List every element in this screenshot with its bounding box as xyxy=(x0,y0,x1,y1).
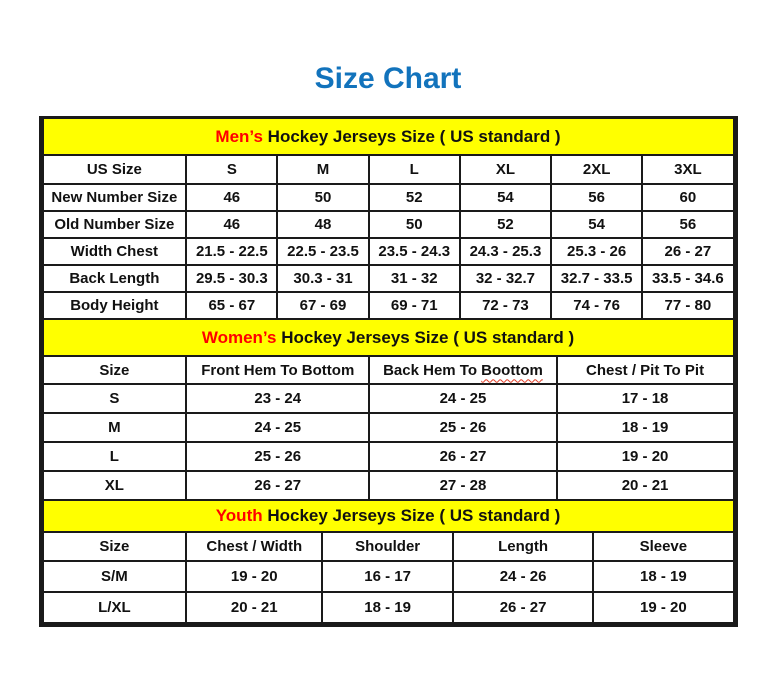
row-label: XL xyxy=(43,471,187,500)
column-header: Sleeve xyxy=(593,532,733,561)
section-title-highlight: Youth xyxy=(215,506,263,525)
size-value-cell: 30.3 - 31 xyxy=(277,265,368,292)
size-value-cell: 32 - 32.7 xyxy=(460,265,551,292)
row-label: New Number Size xyxy=(43,184,187,211)
row-label: L xyxy=(43,442,187,471)
size-value-cell: 50 xyxy=(369,211,460,238)
size-value-cell: 27 - 28 xyxy=(369,471,556,500)
size-value-cell: 16 - 17 xyxy=(322,561,453,592)
size-value-cell: 18 - 19 xyxy=(322,592,453,623)
youth-header-row xyxy=(43,532,734,561)
mens-section-band xyxy=(43,119,734,155)
size-value-cell: 19 - 20 xyxy=(593,592,733,623)
size-value-cell: 18 - 19 xyxy=(557,413,734,442)
size-value-cell: 19 - 20 xyxy=(557,442,734,471)
column-header: Chest / Pit To Pit xyxy=(557,356,734,384)
size-chart-tables xyxy=(39,116,738,627)
section-title-rest: Hockey Jerseys Size ( US standard ) xyxy=(262,506,561,525)
size-value-cell: 25.3 - 26 xyxy=(551,238,642,265)
size-value-cell: 20 - 21 xyxy=(186,592,322,623)
size-value-cell: 65 - 67 xyxy=(186,292,277,319)
column-header: L xyxy=(369,155,460,184)
size-value-cell: 26 - 27 xyxy=(186,471,369,500)
size-value-cell: 23.5 - 24.3 xyxy=(369,238,460,265)
mens-section-title xyxy=(43,119,734,155)
column-header: Front Hem To Bottom xyxy=(186,356,369,384)
table-row xyxy=(43,561,734,592)
column-header: Size xyxy=(43,532,187,561)
size-value-cell: 48 xyxy=(277,211,368,238)
column-header: Back Hem To Boottom xyxy=(369,356,556,384)
size-value-cell: 56 xyxy=(551,184,642,211)
row-label: Back Length xyxy=(43,265,187,292)
row-label: S/M xyxy=(43,561,187,592)
column-header: US Size xyxy=(43,155,187,184)
mens-size-table xyxy=(42,119,735,320)
size-value-cell: 46 xyxy=(186,184,277,211)
row-label: S xyxy=(43,384,187,413)
column-header: M xyxy=(277,155,368,184)
size-value-cell: 21.5 - 22.5 xyxy=(186,238,277,265)
size-value-cell: 19 - 20 xyxy=(186,561,322,592)
womens-section-band xyxy=(43,320,734,356)
table-row xyxy=(43,442,734,471)
womens-section-title xyxy=(43,320,734,356)
table-row xyxy=(43,384,734,413)
table-row xyxy=(43,592,734,623)
size-value-cell: 24 - 25 xyxy=(186,413,369,442)
size-value-cell: 25 - 26 xyxy=(369,413,556,442)
womens-size-table xyxy=(42,320,735,501)
size-value-cell: 52 xyxy=(460,211,551,238)
size-value-cell: 31 - 32 xyxy=(369,265,460,292)
size-value-cell: 17 - 18 xyxy=(557,384,734,413)
size-value-cell: 26 - 27 xyxy=(369,442,556,471)
column-header: S xyxy=(186,155,277,184)
size-value-cell: 26 - 27 xyxy=(642,238,733,265)
size-value-cell: 56 xyxy=(642,211,733,238)
row-label: M xyxy=(43,413,187,442)
size-value-cell: 20 - 21 xyxy=(557,471,734,500)
size-value-cell: 60 xyxy=(642,184,733,211)
table-row xyxy=(43,211,734,238)
size-value-cell: 22.5 - 23.5 xyxy=(277,238,368,265)
row-label: Old Number Size xyxy=(43,211,187,238)
column-header: Length xyxy=(453,532,593,561)
spellcheck-underlined-word: Boottom xyxy=(481,361,543,379)
section-title-rest: Hockey Jerseys Size ( US standard ) xyxy=(276,327,575,347)
column-header: Size xyxy=(43,356,187,384)
table-row xyxy=(43,238,734,265)
table-row xyxy=(43,292,734,319)
size-value-cell: 54 xyxy=(460,184,551,211)
size-value-cell: 23 - 24 xyxy=(186,384,369,413)
size-value-cell: 26 - 27 xyxy=(453,592,593,623)
section-title-highlight: Men’s xyxy=(215,126,263,146)
column-header: 3XL xyxy=(642,155,733,184)
size-value-cell: 54 xyxy=(551,211,642,238)
size-value-cell: 67 - 69 xyxy=(277,292,368,319)
size-value-cell: 25 - 26 xyxy=(186,442,369,471)
page-title: Size Chart xyxy=(314,62,462,95)
size-value-cell: 24 - 26 xyxy=(453,561,593,592)
youth-section-band xyxy=(43,501,734,532)
size-value-cell: 74 - 76 xyxy=(551,292,642,319)
size-value-cell: 77 - 80 xyxy=(642,292,733,319)
column-header: 2XL xyxy=(551,155,642,184)
size-value-cell: 72 - 73 xyxy=(460,292,551,319)
youth-size-table xyxy=(42,501,735,624)
table-row xyxy=(43,184,734,211)
column-header: Shoulder xyxy=(322,532,453,561)
size-value-cell: 33.5 - 34.6 xyxy=(642,265,733,292)
size-value-cell: 29.5 - 30.3 xyxy=(186,265,277,292)
size-value-cell: 46 xyxy=(186,211,277,238)
size-value-cell: 24.3 - 25.3 xyxy=(460,238,551,265)
column-header: Chest / Width xyxy=(186,532,322,561)
womens-header-row xyxy=(43,356,734,384)
table-row xyxy=(43,265,734,292)
size-value-cell: 18 - 19 xyxy=(593,561,733,592)
section-title-highlight: Women’s xyxy=(201,327,277,347)
size-value-cell: 69 - 71 xyxy=(369,292,460,319)
section-title-rest: Hockey Jerseys Size ( US standard ) xyxy=(262,126,561,146)
row-label: Body Height xyxy=(43,292,187,319)
table-row xyxy=(43,471,734,500)
table-row xyxy=(43,413,734,442)
youth-section-title xyxy=(43,501,734,532)
size-value-cell: 52 xyxy=(369,184,460,211)
column-header: XL xyxy=(460,155,551,184)
size-value-cell: 24 - 25 xyxy=(369,384,556,413)
mens-header-row xyxy=(43,155,734,184)
row-label: L/XL xyxy=(43,592,187,623)
size-value-cell: 32.7 - 33.5 xyxy=(551,265,642,292)
size-value-cell: 50 xyxy=(277,184,368,211)
row-label: Width Chest xyxy=(43,238,187,265)
